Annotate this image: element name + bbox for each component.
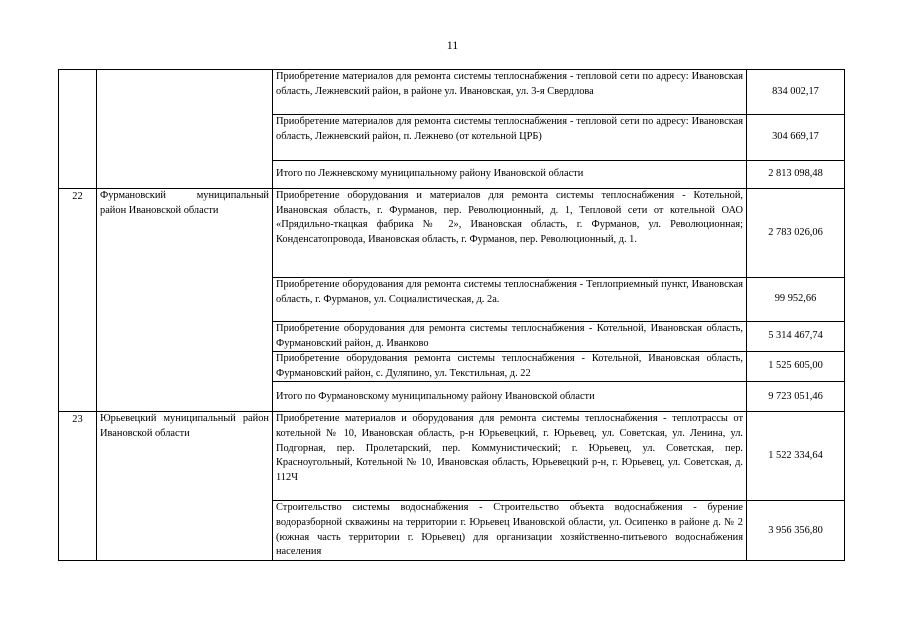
description-cell: Приобретение оборудования и материалов для ремонта системы теплоснабжения - Котельной, Ивановская область, г. Фурманов, пер. Революционный, д. 1, Тепловой сети от котельной ОАО «Прядильно-ткацкая фабрика № 2», Ивановская область, г. Фурманов, ул. Революционная; Конденсатопровода, Ивановская область, г. Фурманов, пер. Революционный, д. 1. (273, 189, 747, 278)
district-cell: Юрьевецкий муниципальный район Ивановской области (97, 412, 273, 561)
description-cell: Приобретение материалов для ремонта системы теплоснабжения - тепловой сети по адресу: Ивановская область, Лежневский район, в районе ул. Ивановская, ул. 3-я Свердлова (273, 70, 747, 115)
table-row (59, 189, 845, 278)
description-cell: Строительство системы водоснабжения - Строительство объекта водоснабжения - бурение водоразборной скважины на территории г. Юрьевец Ивановской области, ул. Осипенко в районе д. № 2 (южная часть территории г. Юрьевец) для организации хозяйственно-питьевого водоснабжения населения (273, 501, 747, 561)
funding-table (58, 69, 845, 561)
total-amount-cell: 9 723 051,46 (747, 382, 845, 412)
amount-cell: 5 314 467,74 (747, 322, 845, 352)
description-cell: Приобретение оборудования ремонта системы теплоснабжения - Котельной, Ивановская область, Фурмановский район, с. Дуляпино, ул. Текстильная, д. 22 (273, 352, 747, 382)
description-cell: Приобретение материалов и оборудования для ремонта системы теплоснабжения - теплотрассы от котельной № 10, Ивановская область, р-н Юрьевецкий, г. Юрьевец, ул. Советская, ул. Ленина, ул. Подгорная, пер. Пролетарский, пер. Коммунистический; г. Юрьевец, ул. Советская, пер. Красноугольный, Котельной № 10, Ивановская область, Юрьевецкий р-н, г. Юрьевец, ул. Советская, д. 112Ч (273, 412, 747, 501)
amount-cell: 2 783 026,06 (747, 189, 845, 278)
row-number-cell: 22 (59, 189, 97, 412)
table-row (59, 412, 845, 501)
amount-cell: 1 525 605,00 (747, 352, 845, 382)
page-number: 11 (446, 38, 459, 52)
description-cell: Приобретение оборудования для ремонта системы теплоснабжения - Теплоприемный пункт, Ивановская область, г. Фурманов, ул. Социалистическая, д. 2а. (273, 278, 747, 322)
amount-cell: 834 002,17 (747, 70, 845, 115)
district-cell (97, 70, 273, 189)
row-number-cell (59, 70, 97, 189)
total-description-cell: Итого по Фурмановскому муниципальному району Ивановской области (273, 382, 747, 412)
amount-cell: 3 956 356,80 (747, 501, 845, 561)
table-row (59, 70, 845, 115)
description-cell: Приобретение материалов для ремонта системы теплоснабжения - тепловой сети по адресу: Ивановская область, Лежневский район, п. Лежнево (от котельной ЦРБ) (273, 115, 747, 161)
amount-cell: 304 669,17 (747, 115, 845, 161)
amount-cell: 1 522 334,64 (747, 412, 845, 501)
district-cell: Фурмановский муниципальный район Ивановской области (97, 189, 273, 412)
total-amount-cell: 2 813 098,48 (747, 161, 845, 189)
row-number-cell: 23 (59, 412, 97, 561)
total-description-cell: Итого по Лежневскому муниципальному району Ивановской области (273, 161, 747, 189)
amount-cell: 99 952,66 (747, 278, 845, 322)
description-cell: Приобретение оборудования для ремонта системы теплоснабжения - Котельной, Ивановская область, Фурмановский район, д. Иванково (273, 322, 747, 352)
